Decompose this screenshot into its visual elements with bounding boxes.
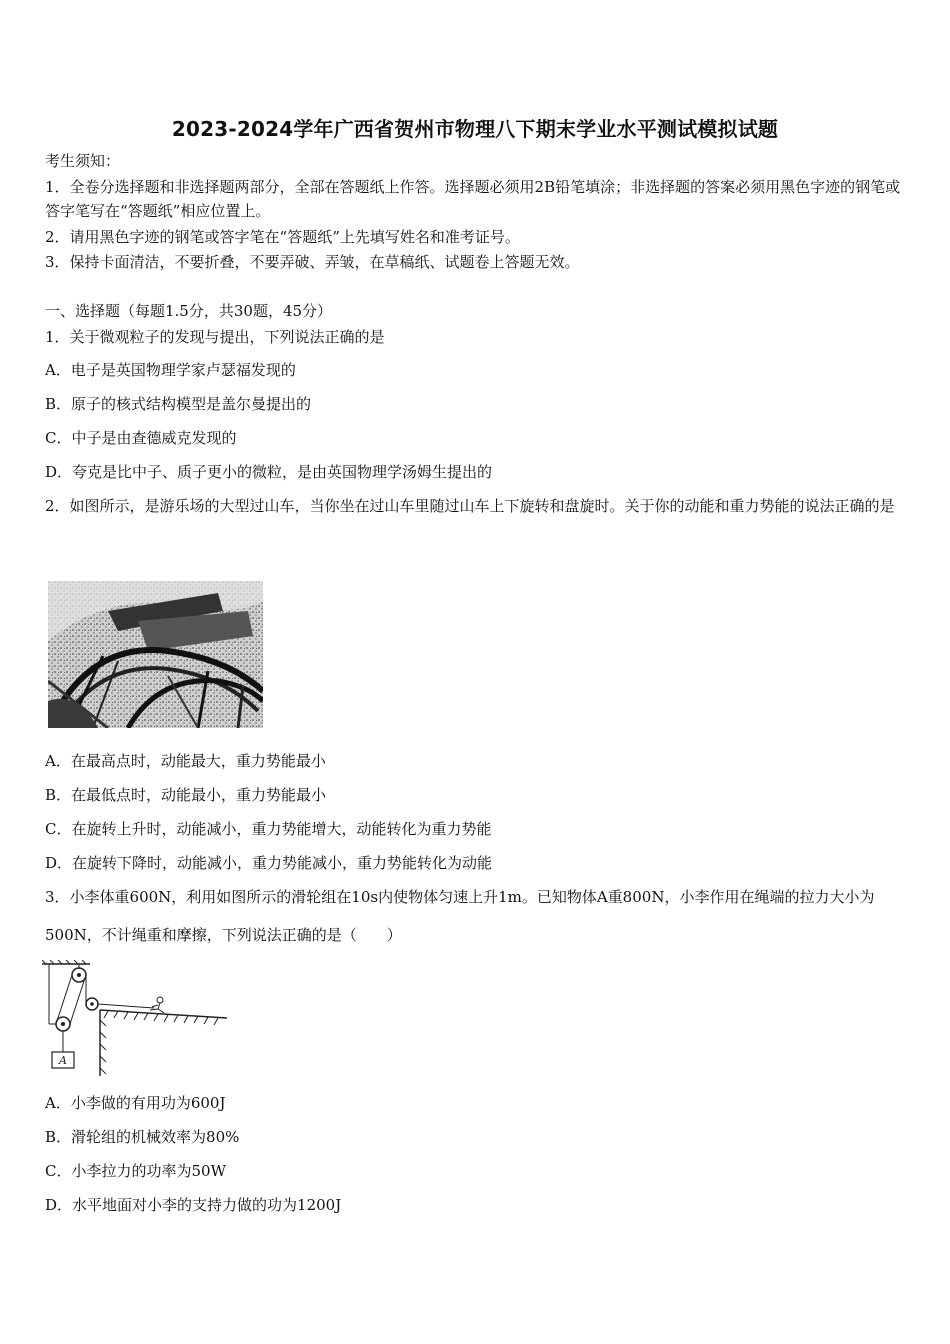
question-2-option-c: C．在旋转上升时，动能减小，重力势能增大，动能转化为重力势能 — [45, 820, 492, 838]
question-2-option-a: A．在最高点时，动能最大，重力势能最小 — [45, 752, 326, 770]
question-2-option-b: B．在最低点时，动能最小，重力势能最小 — [45, 786, 327, 804]
question-1-option-b: B．原子的核式结构模型是盖尔曼提出的 — [45, 395, 312, 413]
question-1-option-c: C．中子是由查德威克发现的 — [45, 429, 237, 447]
question-3-option-d: D．水平地面对小李的支持力做的功为1200J — [45, 1196, 342, 1214]
question-2-stem: 2．如图所示，是游乐场的大型过山车，当你坐在过山车里随过山车上下旋转和盘旋时。关于你的动能和重力势能的说法正确的是 — [45, 497, 895, 515]
page-title: 2023-2024学年广西省贺州市物理八下期末学业水平测试模拟试题 — [171, 117, 779, 141]
section-heading: 一、选择题（每题1.5分，共30题，45分） — [45, 302, 333, 320]
question-3-option-b: B．滑轮组的机械效率为80% — [45, 1128, 240, 1146]
pulley-diagram — [42, 960, 227, 1076]
question-3-option-c: C．小李拉力的功率为50W — [45, 1162, 226, 1180]
question-2-option-d: D．在旋转下降时，动能减小，重力势能减小，重力势能转化为动能 — [45, 854, 493, 872]
question-3-option-a: A．小李做的有用功为600J — [45, 1094, 226, 1112]
notice-item-1: 1．全卷分选择题和非选择题两部分，全部在答题纸上作答。选择题必须用2B铅笔填涂；非选择题的答案必须用黑色字迹的钢笔或答字笔写在“答题纸”相应位置上。 — [45, 178, 901, 220]
roller-coaster-image — [48, 581, 263, 728]
question-1-option-a: A．电子是英国物理学家卢瑟福发现的 — [45, 361, 296, 379]
block-a-label: A — [59, 1054, 67, 1067]
question-1-option-d: D．夸克是比中子、质子更小的微粒，是由英国物理学汤姆生提出的 — [45, 463, 493, 481]
notice-heading: 考生须知： — [45, 152, 121, 170]
notice-item-2: 2．请用黑色字迹的钢笔或答字笔在“答题纸”上先填写姓名和准考证号。 — [45, 228, 520, 246]
question-3-stem: 3．小李体重600N，利用如图所示的滑轮组在10s内使物体匀速上升1m。已知物体A重800N，小李作用在绳端的拉力大小为500N，不计绳重和摩擦，下列说法正确的是（ ） — [45, 888, 875, 944]
notice-item-3: 3．保持卡面清洁，不要折叠，不要弄破、弄皱，在草稿纸、试题卷上答题无效。 — [45, 253, 580, 271]
question-1-stem: 1．关于微观粒子的发现与提出，下列说法正确的是 — [45, 328, 385, 346]
